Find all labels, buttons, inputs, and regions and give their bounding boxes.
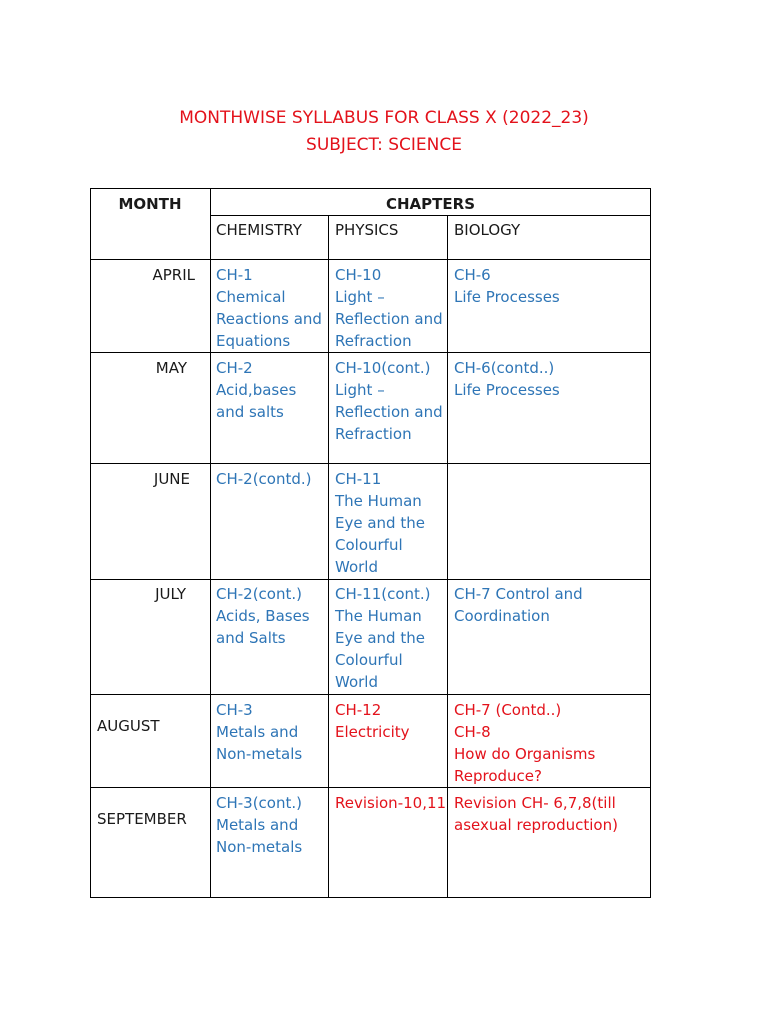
chemistry-cell: CH-3 Metals and Non-metals	[216, 701, 303, 763]
biology-cell: CH-6(contd..) Life Processes	[454, 359, 560, 399]
physics-cell: CH-11(cont.) The Human Eye and the Colourful World	[335, 585, 431, 691]
header-chemistry: CHEMISTRY	[216, 221, 302, 239]
chemistry-cell: CH-1 Chemical Reactions and Equations	[216, 266, 322, 350]
physics-cell: CH-12 Electricity	[335, 701, 410, 741]
biology-cell: Revision CH- 6,7,8(till asexual reproduction)	[454, 794, 618, 834]
physics-cell: CH-10(cont.) Light – Reflection and Refraction	[335, 359, 443, 443]
month-cell: SEPTEMBER	[97, 810, 187, 828]
physics-cell: CH-10 Light – Reflection and Refraction	[335, 266, 443, 350]
chemistry-cell: CH-2 Acid,bases and salts	[216, 359, 297, 421]
month-cell: APRIL	[152, 266, 195, 284]
month-cell: MAY	[155, 359, 187, 377]
physics-cell: CH-11 The Human Eye and the Colourful World	[335, 470, 425, 576]
document-title: MONTHWISE SYLLABUS FOR CLASS X (2022_23)	[179, 108, 589, 128]
chemistry-cell: CH-3(cont.) Metals and Non-metals	[216, 794, 303, 856]
biology-cell: CH-7 (Contd..) CH-8 How do Organisms Reproduce?	[454, 701, 596, 785]
header-month: MONTH	[118, 195, 182, 213]
biology-cell: CH-7 Control and Coordination	[454, 585, 583, 625]
syllabus-table	[90, 188, 651, 898]
month-cell: AUGUST	[97, 717, 160, 735]
header-biology: BIOLOGY	[454, 221, 521, 239]
physics-cell: Revision-10,11	[335, 794, 447, 812]
month-cell: JUNE	[153, 470, 190, 488]
chemistry-cell: CH-2(cont.) Acids, Bases and Salts	[216, 585, 310, 647]
month-cell: JULY	[155, 585, 186, 603]
chemistry-cell: CH-2(contd.)	[216, 470, 312, 488]
header-chapters: CHAPTERS	[386, 195, 475, 213]
header-physics: PHYSICS	[335, 221, 399, 239]
biology-cell: CH-6 Life Processes	[454, 266, 560, 306]
document-subtitle: SUBJECT: SCIENCE	[306, 135, 462, 155]
